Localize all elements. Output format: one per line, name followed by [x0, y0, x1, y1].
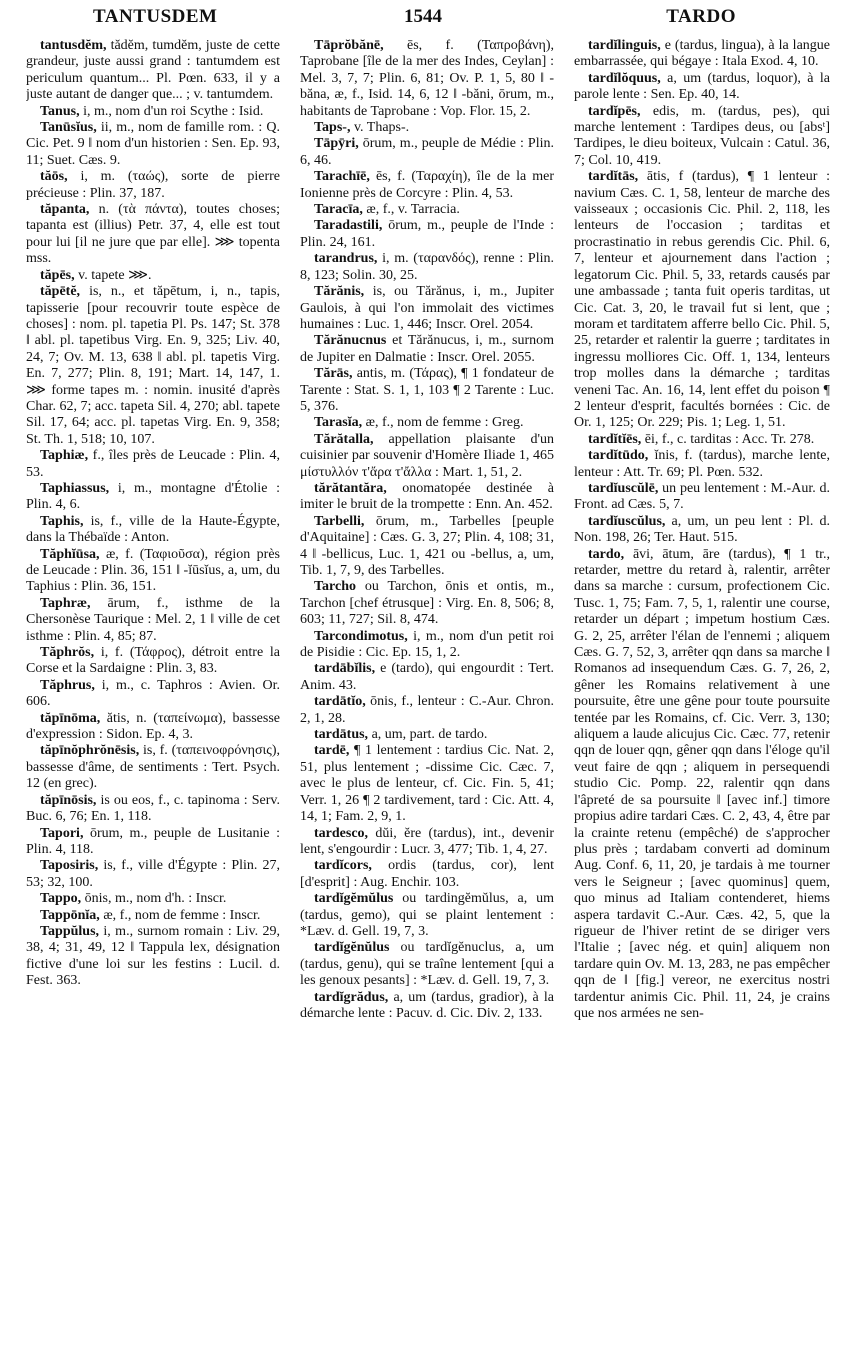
dictionary-entry	[300, 120, 554, 136]
dictionary-entry	[300, 514, 554, 580]
entry-headword: tăpanta,	[40, 202, 90, 218]
entry-headword: tardĭgrădus,	[314, 989, 389, 1005]
entry-headword: tardĭpēs,	[588, 103, 641, 119]
entry-headword: tardesco,	[314, 825, 369, 841]
entry-headword: Tappo,	[40, 891, 82, 907]
entry-headword: Taradastili,	[314, 218, 383, 234]
entry-headword: Taps-,	[314, 120, 351, 136]
entry-definition: i, m. (ταώς), sorte de pierre précieuse : Plin. 37, 187.	[26, 169, 280, 201]
dictionary-entry	[26, 547, 280, 596]
entry-definition: et Tărănucus, i, m., surnom de Jupiter en Dalmatie : Inscr. Orel. 2055.	[300, 333, 554, 365]
entry-headword: tardĭtās,	[588, 169, 639, 185]
entry-definition: i, f. (Τάφρος), détroit entre la Corse et la Sardaigne : Plin. 3, 83.	[26, 645, 280, 677]
entry-headword: Tanus,	[40, 103, 80, 119]
entry-definition: is, n., et tăpētum, i, n., tapis, tapisserie [pour recouvrir toute espèce de choses] : nom. pl. tapetia Pl. Ps. 147; St. 378 ‖ abl. pl. tapetibus Virg. En. 9, 325; Liv. 40, 24, 7; Ov. M. 13, 638 ‖ abl. pl. tapetis Virg. En. 7, 277; Plin. 8, 191; Mart. 14, 147, 1. ⋙ forme tapes m. : nomin. inusité d'après Char. 62, 7; acc. tapeta Sil. 4, 270; abl. tapete Sil. 17, 64; acc. pl. tapetas Virg. En. 9, 358; St. Th. 1, 518; 10, 107.	[26, 284, 280, 447]
entry-definition: æ, f. (Ταφιοῦσα), région près de Leucade : Plin. 36, 151 ‖ -ĭūsĭus, a, um, du Taphius : Plin. 36, 151.	[26, 546, 280, 595]
entry-definition: e (tardus, lingua), à la langue embarrassée, qui bégaye : Itala Exod. 4, 10.	[574, 38, 830, 70]
entry-definition: i, m. (ταρανδός), renne : Plin. 8, 123; Solin. 30, 25.	[300, 251, 554, 283]
entry-definition: āvi, ātum, āre (tardus), ¶ 1 tr., retarder, mettre du retard à, ralentir, arrêter dans sa marche : cursum, profectionem Cic. Tusc. 1, 75; Fam. 7, 5, 1, ralentir une course, retarder un départ ; impetum hostium Cæs. G. 2, 25, arrêter l'élan de l'ennemi ; aliquem Cæs. G. 7, 52, 3, arrêter qqn dans sa marche ‖ Romanos ad insequendum Cæs. G. 7, 26, 2, gêner les Romains relativement à une poursuite, être une gêne pour toute poursuite tentée par les Romains, cf. Cic. Verr. 3, 130; aliquem a laude alicujus Cic. Cæc. 77, retenir qqn de louer qqn, gêner qqn dans l'éloge qu'il veut faire de qqn ; aliquem in persequendi studio Cic. Pomp. 22, ralentir qqn dans l'âpreté de sa poursuite ‖ [avec inf.] timore propius adire tardari Cæs. C. 2, 43, 4, être par la crainte retenu (empêché) de s'approcher plus près ; tardabam converti ad dominum Aug. Conf. 6, 11, 20, je tardais à me tourner vers le Seigneur ; [avec quominus] quem, quo minus ad Italiam contenderet, hiems aspera tardavit C.-Aur. Cæs. 42, 5, que la rigueur de l'hiver retint de se diriger vers l'Italie ; [avec nég. et quin] aliquem non tardare quin Ov. M. 13, 283, ne pas empêcher qqn de ‖ [fig.] vereor, ne exercitus nostri tardentur animis Cic. Phil. 11, 24, je crains que nos armées ne sen-	[574, 546, 830, 1021]
dictionary-entry	[26, 38, 280, 104]
entry-definition: ōrum, m., peuple de l'Inde : Plin. 24, 161.	[300, 218, 554, 250]
entry-headword: tăpīnōma,	[40, 710, 101, 726]
entry-definition: appellation plaisante d'un cuisinier par souvenir d'Homère Iliade 1, 465 μίστυλλόν τ'ἄρα τ'ἄλλα : Mart. 1, 51, 2.	[300, 431, 554, 480]
dictionary-entry	[300, 284, 554, 333]
dictionary-entry	[300, 202, 554, 218]
running-head-left: TANTUSDEM	[93, 6, 218, 27]
dictionary-entry	[26, 645, 280, 678]
dictionary-entry	[26, 481, 280, 514]
entry-definition: i, m., nom d'un roi Scythe : Isid.	[83, 103, 264, 119]
entry-headword: tarandrus,	[314, 251, 378, 267]
entry-definition: ordis (tardus, cor), lent [d'esprit] : Aug. Enchir. 103.	[300, 858, 554, 890]
entry-headword: Tăphrŏs,	[40, 645, 95, 661]
entry-definition: ōrum, m., Tarbelles [peuple d'Aquitaine] : Cæs. G. 3, 27; Plin. 4, 108; 31, 4 ‖ -bellicus, Luc. 1, 421 ou -bellus, a, um, Tib. 1, 7, 9, des Tarbelles.	[300, 513, 554, 578]
dictionary-entry	[300, 333, 554, 366]
entry-headword: Tappŭlus,	[40, 923, 100, 939]
dictionary-entry	[26, 924, 280, 990]
entry-headword: Taracīa,	[314, 202, 363, 218]
entry-definition: f., îles près de Leucade : Plin. 4, 53.	[26, 448, 280, 480]
entry-headword: tardātus,	[314, 727, 369, 743]
entry-definition: ārum, f., isthme de la Chersonèse Taurique : Mel. 2, 1 ‖ ville de cet isthme : Plin. 4, 85; 87.	[26, 595, 280, 644]
entry-headword: tardĭtĭēs,	[588, 431, 642, 447]
column-left	[26, 38, 280, 1344]
entry-definition: ¶ 1 lentement : tardius Cic. Nat. 2, 51, plus lentement ; -dissime Cic. Cæc. 7, avec le plus de lenteur, cf. Cic. Fin. 5, 41; Verr. 1, 26 ¶ 2 tardivement, tard : Cic. Att. 4, 14, 1; Fam. 2, 9, 1.	[300, 743, 554, 825]
dictionary-entry	[26, 514, 280, 547]
entry-headword: tardē,	[314, 743, 350, 759]
entry-headword: tardĭtūdo,	[588, 448, 649, 464]
dictionary-entry	[26, 908, 280, 924]
entry-definition: ōrum, m., peuple de Médie : Plin. 6, 46.	[300, 136, 554, 168]
entry-headword: tărătantăra,	[314, 480, 387, 496]
dictionary-entry	[300, 481, 554, 514]
entry-headword: Taphis,	[40, 513, 84, 529]
entry-definition: ōrum, m., peuple de Lusitanie : Plin. 4, 118.	[26, 825, 280, 857]
entry-headword: Tărănucnus	[314, 333, 387, 349]
entry-headword: tăpīnōsis,	[40, 792, 97, 808]
entry-headword: Tanūsĭus,	[40, 120, 97, 136]
entry-headword: Tarcho	[314, 579, 357, 595]
dictionary-entry	[26, 596, 280, 645]
dictionary-entry	[574, 104, 830, 170]
entry-headword: tardĭgĕmŭlus	[314, 891, 394, 907]
dictionary-entry	[26, 711, 280, 744]
entry-definition: i, m., surnom romain : Liv. 29, 38, 4; 31, 49, 12 ‖ Tappula lex, désignation fictive d'une loi sur les festins : Lucil. d. Fest. 363.	[26, 923, 280, 989]
entry-headword: tardĭuscŭlē,	[588, 480, 659, 496]
entry-headword: tardo,	[588, 546, 625, 562]
dictionary-entry	[300, 218, 554, 251]
entry-headword: tardĭgĕnŭlus	[314, 940, 390, 956]
entry-definition: a, um (tardus, gradior), à la démarche lente : Pacuv. d. Cic. Div. 2, 133.	[300, 989, 554, 1021]
entry-headword: tantusdĕm,	[40, 38, 107, 53]
entry-definition: dŭi, ĕre (tardus), int., devenir lent, s'engourdir : Lucr. 3, 477; Tib. 1, 4, 27.	[300, 825, 554, 857]
entry-headword: Tarcondimotus,	[314, 628, 408, 644]
entry-definition: v. tapete ⋙.	[78, 267, 152, 283]
dictionary-entry	[574, 481, 830, 514]
dictionary-entry	[26, 202, 280, 268]
dictionary-entry	[300, 940, 554, 989]
entry-definition: i, m., montagne d'Étolie : Plin. 4, 6.	[26, 480, 280, 513]
dictionary-entry	[300, 661, 554, 694]
entry-headword: Tāprŏbănē,	[314, 38, 384, 53]
dictionary-entry	[574, 169, 830, 432]
entry-definition: un peu lentement : M.-Aur. d. Front. ad Cæs. 5, 7.	[574, 480, 830, 513]
page-header	[0, 6, 846, 36]
entry-headword: Tăphrus,	[40, 677, 95, 693]
entry-headword: Taphiæ,	[40, 448, 89, 464]
entry-headword: Tărănis,	[314, 284, 365, 300]
entry-headword: Taphiassus,	[40, 480, 110, 496]
dictionary-entry	[26, 284, 280, 448]
entry-definition: tădĕm, tumdĕm, juste de cette grandeur, juste aussi grand : tantumdem est periculum quantum... Pl. Pœn. 633, il y a juste autant de danger que... ; v. tantumdem.	[26, 38, 280, 103]
entry-headword: Taphræ,	[40, 595, 91, 611]
entry-headword: tăpētĕ,	[40, 284, 81, 300]
entry-definition: n. (τὰ πάντα), toutes choses; tapanta est (illius) Petr. 37, 4, elle est tout pour lui [il ne jure que par elle]. ⋙ topenta mss.	[26, 202, 280, 267]
dictionary-entry	[300, 579, 554, 628]
dictionary-entry	[300, 169, 554, 202]
entry-definition: ii, m., nom de famille rom. : Q. Cic. Pet. 9 ‖ nom d'un historien : Sen. Ep. 93, 11; Suet. Cæs. 9.	[26, 120, 280, 168]
dictionary-entry	[574, 547, 830, 1023]
entry-headword: tardābĭlis,	[314, 661, 376, 677]
entry-definition: v. Thaps-.	[353, 120, 410, 136]
entry-definition: ātis, f (tardus), ¶ 1 lenteur : navium Cæs. C. 1, 58, lenteur de marche des vaisseaux ; occasionis Cic. Phil. 2, 118, les lenteurs de l'occasion ; tarditas et procrastinatio in rebus gerendis Cic. Phil. 6, 7, lenteur et ajournement dans l'action ; legatorum Cic. Phil. 5, 33, retards causés par une ambassade ; tanta fuit operis tarditas, ut Cic. Cat. 3, 20, le travail fut si lent, que ; moram et tarditatem afferre bello Cic. Phil. 5, 25, retarder et ralentir la guerre ; tarditates in ingressu molliores Cic. Off. 1, 134, lenteurs trop molles dans la démarche ; tarditas veneni Tac. An. 16, 14, lent effet du poison ¶ 2 lenteur d'esprit, facultés bornées : Cic. de Or. 1, 125; Or. 229; Pis. 1; Leg. 1, 51.	[574, 169, 830, 431]
entry-definition: i, m., c. Taphros : Avien. Or. 606.	[26, 677, 280, 710]
dictionary-entry	[26, 891, 280, 907]
entry-headword: tăpēs,	[40, 267, 75, 283]
entry-headword: Tarasĭa,	[314, 415, 363, 431]
entry-definition: ēs, f. (Ταπροβάνη), Taprobane [île de la mer des Indes, Ceylan] : Mel. 3, 7, 7; Plin. 6, 81; Ov. P. 1, 5, 80 ‖ -băna, æ, f., Isid. 14, 6, 12 ‖ -băni, ōrum, m., habitants de Taprobane : Vop. Flor. 15, 2.	[300, 38, 554, 119]
entry-headword: tardĭlŏquus,	[588, 70, 661, 86]
column-right	[574, 38, 830, 1344]
entry-definition: a, um, un peu lent : Pl. d. Non. 198, 26; Ter. Haut. 515.	[574, 513, 830, 546]
dictionary-entry	[300, 858, 554, 891]
dictionary-entry	[300, 743, 554, 825]
dictionary-entry	[300, 432, 554, 481]
entry-headword: Tappōnĭa,	[40, 907, 100, 923]
entry-headword: Tăphĭūsa,	[40, 546, 100, 562]
entry-definition: is, f., ville d'Égypte : Plin. 27, 53; 32, 100.	[26, 858, 280, 890]
entry-definition: is, f. (ταπεινοφρόνησις), bassesse d'âme, de sentiments : Tert. Psych. 12 (en grec).	[26, 743, 280, 792]
dictionary-entry	[26, 826, 280, 859]
dictionary-entry	[300, 694, 554, 727]
entry-definition: ou tardĭgĕnuclus, a, um (tardus, genu), qui se traîne lentement [qui a les genoux pesants] : *Læv. d. Gell. 19, 7, 3.	[300, 940, 554, 989]
dictionary-entry	[26, 120, 280, 169]
column-middle	[300, 38, 554, 1344]
page-number: 1544	[404, 6, 442, 27]
entry-headword: Tărās,	[314, 366, 353, 382]
dictionary-entry	[574, 448, 830, 481]
entry-headword: Tarbelli,	[314, 513, 365, 529]
entry-definition: ōnis, f., lenteur : C.-Aur. Chron. 2, 1, 28.	[300, 694, 554, 726]
entry-headword: Taposiris,	[40, 858, 99, 874]
entry-definition: antis, m. (Τάρας), ¶ 1 fondateur de Tarente : Stat. S. 1, 1, 103 ¶ 2 Tarente : Luc. 5, 376.	[300, 366, 554, 414]
dictionary-entry	[26, 793, 280, 826]
dictionary-entry	[26, 448, 280, 481]
entry-headword: tardĭuscŭlus,	[588, 513, 666, 529]
entry-definition: æ, f., v. Tarracia.	[366, 202, 460, 218]
entry-definition: is ou eos, f., c. tapinoma : Serv. Buc. 6, 76; En. 1, 118.	[26, 792, 280, 825]
entry-definition: e (tardo), qui engourdit : Tert. Anim. 43.	[300, 661, 554, 693]
dictionary-entry	[300, 38, 554, 120]
entry-headword: tardĭlinguis,	[588, 38, 661, 53]
entry-definition: ou tardingĕmŭlus, a, um (tardus, gemo), qui se plaint lentement : *Læv. d. Gell. 19, 7, 3.	[300, 891, 554, 939]
dictionary-entry	[26, 678, 280, 711]
entry-headword: tăōs,	[40, 169, 68, 185]
dictionary-entry	[300, 136, 554, 169]
entry-headword: Tapori,	[40, 825, 84, 841]
dictionary-entry	[300, 366, 554, 415]
entry-definition: a, um (tardus, loquor), à la parole lente : Sen. Ep. 40, 14.	[574, 70, 830, 103]
entry-definition: ou Tarchon, ōnis et ontis, m., Tarchon [chef étrusque] : Virg. En. 8, 506; 8, 603; 11, 727; Sil. 8, 474.	[300, 579, 554, 628]
dictionary-entry	[26, 858, 280, 891]
running-head-right: TARDO	[666, 6, 736, 27]
entry-headword: tardātĭo,	[314, 694, 366, 710]
entry-headword: Tărătalla,	[314, 431, 374, 447]
dictionary-entry	[300, 727, 554, 743]
dictionary-entry	[26, 169, 280, 202]
entry-headword: tardĭcors,	[314, 858, 372, 874]
entry-definition: i, m., nom d'un petit roi de Pisidie : Cic. Ep. 15, 1, 2.	[300, 628, 554, 661]
dictionary-entry	[26, 104, 280, 120]
entry-definition: is, f., ville de la Haute-Égypte, dans la Thébaïde : Anton.	[26, 513, 280, 546]
dictionary-entry	[300, 891, 554, 940]
dictionary-entry	[300, 415, 554, 431]
entry-definition: onomatopée destinée à imiter le bruit de la trompette : Enn. An. 452.	[300, 480, 554, 513]
dictionary-entry	[26, 268, 280, 284]
entry-definition: is, ou Tărănus, i, m., Jupiter Gaulois, à qui l'on immolait des victimes humaines : Luc. 1, 446; Inscr. Orel. 2054.	[300, 284, 554, 332]
entry-definition: æ, f., nom de femme : Greg.	[365, 415, 524, 431]
dictionary-entry	[574, 38, 830, 71]
entry-headword: Tarachīē,	[314, 169, 370, 185]
dictionary-entry	[574, 432, 830, 448]
entry-headword: tăpīnŏphrŏnēsis,	[40, 743, 140, 759]
dictionary-entry	[574, 71, 830, 104]
dictionary-entry	[300, 251, 554, 284]
entry-headword: Tāpȳri,	[314, 136, 359, 152]
entry-definition: edis, m. (tardus, pes), qui marche lentement : Tardipes deus, ou [absᵗ] Tardipes, le dieu boiteux, Vulcain : Catul. 36, 7; Col. 10, 419.	[574, 103, 830, 168]
entry-definition: ătis, n. (ταπείνωμα), bassesse d'expression : Sidon. Ep. 4, 3.	[26, 710, 280, 743]
entry-definition: ēs, f. (Ταραχίη), île de la mer Ionienne près de Corcyre : Plin. 4, 53.	[300, 169, 554, 201]
dictionary-entry	[574, 514, 830, 547]
dictionary-entry	[26, 743, 280, 792]
dictionary-columns	[26, 38, 830, 1346]
dictionary-entry	[300, 826, 554, 859]
dictionary-entry	[300, 990, 554, 1023]
entry-definition: ēi, f., c. tarditas : Acc. Tr. 278.	[644, 431, 815, 447]
dictionary-entry	[300, 629, 554, 662]
entry-definition: a, um, part. de tardo.	[371, 727, 488, 743]
entry-definition: ōnis, m., nom d'h. : Inscr.	[84, 891, 227, 907]
entry-definition: æ, f., nom de femme : Inscr.	[103, 907, 261, 923]
entry-definition: ĭnis, f. (tardus), marche lente, lenteur : Att. Tr. 69; Pl. Pœn. 532.	[574, 448, 830, 480]
